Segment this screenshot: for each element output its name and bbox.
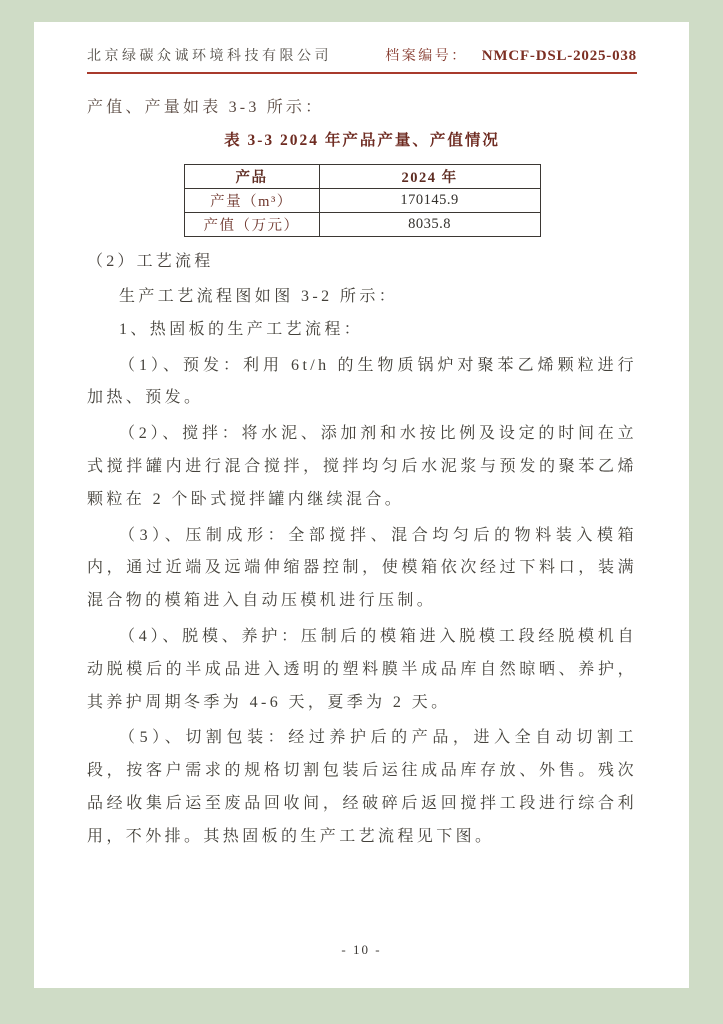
table-header-product: 产品	[184, 165, 319, 189]
page-header	[87, 46, 637, 67]
step-paragraph-5: （5）、切割包装：经过养护后的产品，进入全自动切割工段，按客户需求的规格切割包装后运往成品库存放、外售。残次品经收集后运至废品回收间，经破碎后返回搅拌工段进行综合利用，不外排。其热固板的生产工艺流程见下图。	[87, 729, 637, 845]
step-paragraph-3: （3）、压制成形：全部搅拌、混合均匀后的物料装入模箱内，通过近端及远端伸缩器控制，使模箱依次经过下料口，装满混合物的模箱进入自动压模机进行压制。	[87, 526, 637, 610]
scan-frame-left	[0, 22, 34, 988]
section-heading-process: （2）工艺流程	[87, 253, 214, 270]
company-name: 北京绿碳众诚环境科技有限公司	[87, 49, 332, 64]
step-paragraph-4: （4）、脱模、养护：压制后的模箱进入脱模工段经脱模机自动脱模后的半成品进入透明的塑料膜半成品库自然晾晒、养护，其养护周期冬季为 4-6 天，夏季为 2 天。	[87, 627, 637, 711]
step-paragraph-1: （1）、预发：利用 6t/h 的生物质锅炉对聚苯乙烯颗粒进行加热、预发。	[87, 356, 637, 407]
table-cell-value-value: 8035.8	[319, 213, 540, 237]
scan-frame-right	[689, 22, 723, 988]
production-table	[184, 164, 541, 237]
table-header-row	[184, 165, 540, 189]
intro-line: 产值、产量如表 3-3 所示：	[87, 99, 325, 116]
step-paragraph-2: （2）、搅拌：将水泥、添加剂和水按比例及设定的时间在立式搅拌罐内进行混合搅拌，搅拌均匀后水泥浆与预发的聚苯乙烯颗粒在 2 个卧式搅拌罐内继续混合。	[87, 425, 637, 508]
steps-heading-line: 1、热固板的生产工艺流程：	[119, 320, 364, 338]
page-number: - 10 -	[341, 942, 382, 957]
table-header-year: 2024 年	[319, 165, 540, 189]
archive-number-group	[385, 46, 637, 67]
table-row-value	[184, 213, 540, 237]
scan-frame-bottom	[0, 988, 723, 1024]
archive-number-label: 档案编号：	[385, 49, 468, 64]
table-cell-output-value: 170145.9	[319, 189, 540, 213]
table-row-output	[184, 189, 540, 213]
table-cell-value-label: 产值（万元）	[184, 213, 319, 237]
header-rule	[87, 72, 637, 74]
table-title: 表 3-3 2024 年产品产量、产值情况	[224, 132, 500, 149]
flow-intro-line: 生产工艺流程图如图 3-2 所示：	[119, 288, 399, 305]
scan-frame-top	[0, 0, 723, 22]
table-cell-output-label: 产量（m³）	[184, 189, 319, 213]
page-content	[34, 22, 689, 988]
archive-number-value: NMCF-DSL-2025-038	[481, 48, 637, 64]
